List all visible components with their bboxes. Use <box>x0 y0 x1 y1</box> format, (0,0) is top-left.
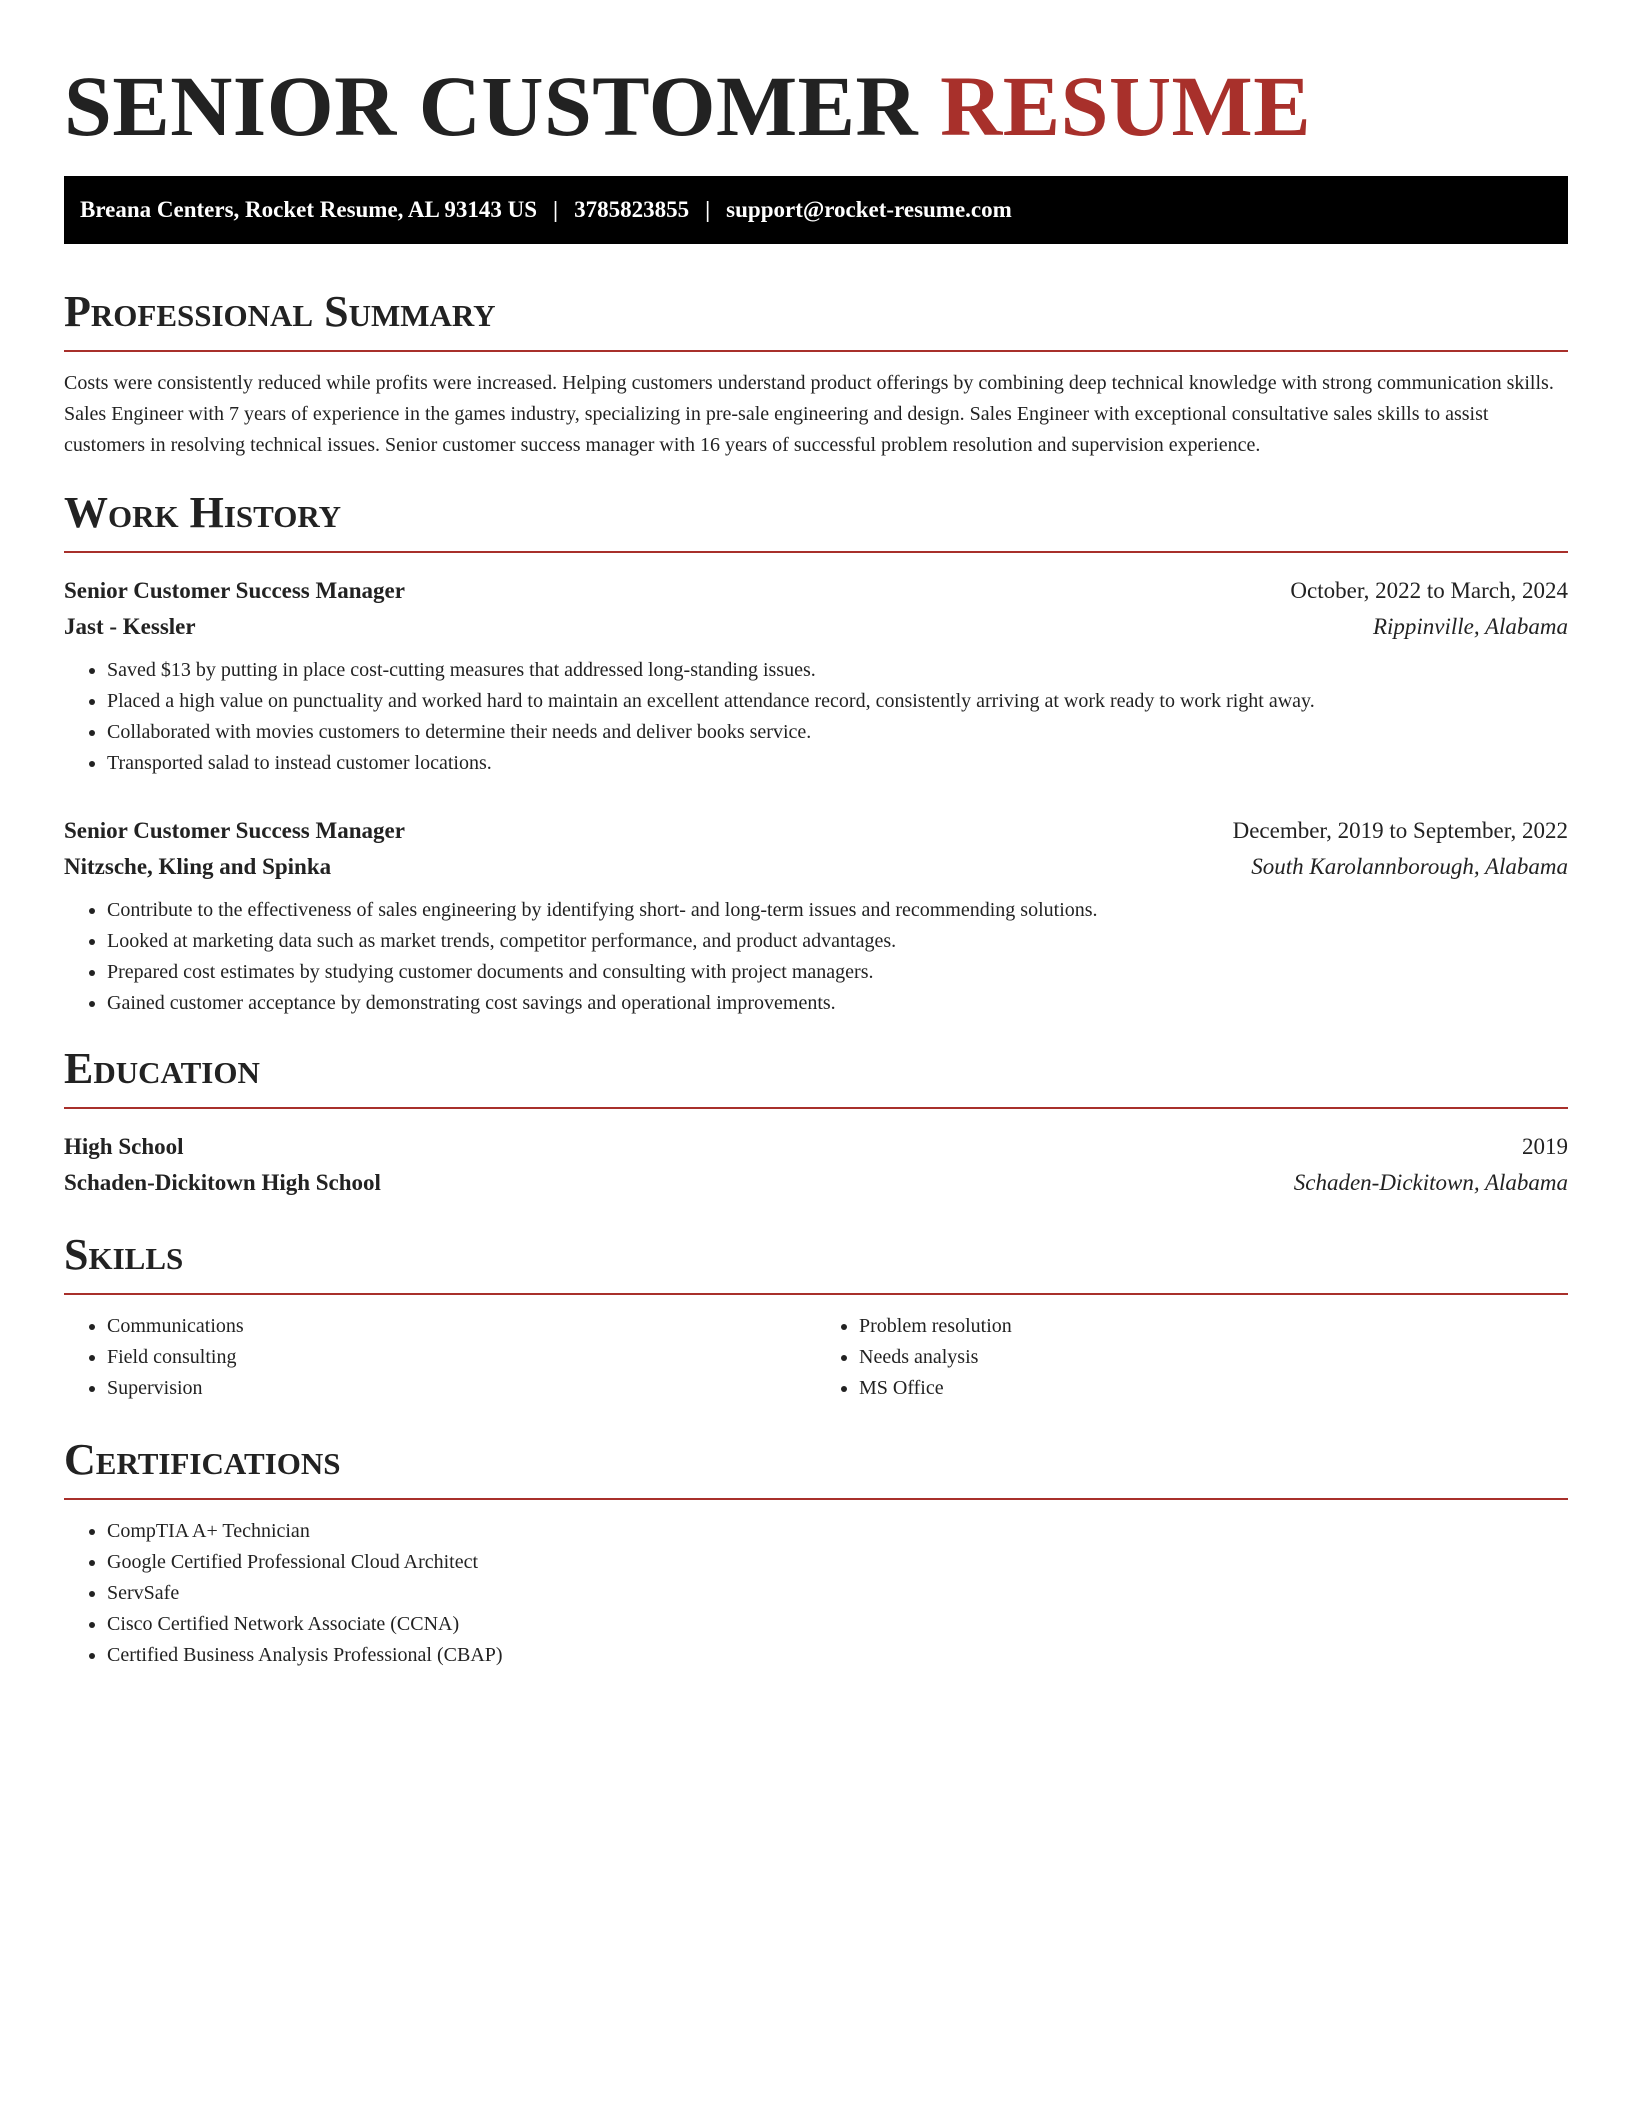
contact-email: support@rocket-resume.com <box>726 197 1012 222</box>
education-degree: High School <box>64 1134 184 1159</box>
job-company-row <box>64 849 1568 885</box>
contact-separator: | <box>553 197 559 222</box>
title-accent: RESUME <box>940 58 1312 154</box>
resume-title <box>64 56 1568 156</box>
contact-phone: 3785823855 <box>574 197 690 222</box>
education-year: 2019 <box>1522 1134 1568 1159</box>
job-bullet: • Looked at marketing data such as market trends, competitor performance, and product advantages. <box>107 926 1568 957</box>
job-title-row <box>64 573 1568 609</box>
job-company: Nitzsche, Kling and Spinka <box>64 854 332 879</box>
skills-list-right <box>816 1311 1568 1404</box>
education-degree-row <box>64 1129 1568 1165</box>
education-school-row <box>64 1165 1568 1201</box>
skill-item: • Field consulting <box>107 1342 816 1373</box>
skill-item: • Needs analysis <box>859 1342 1568 1373</box>
skills-grid <box>64 1311 1568 1404</box>
certification-item: • ServSafe <box>107 1578 1568 1609</box>
summary-heading: Professional Summary <box>64 284 1568 352</box>
job-title: Senior Customer Success Manager <box>64 578 405 603</box>
certifications-heading: Certifications <box>64 1432 1568 1500</box>
education-heading: Education <box>64 1041 1568 1109</box>
education-location: Schaden-Dickitown, Alabama <box>1293 1170 1568 1195</box>
contact-bar <box>64 176 1568 244</box>
job-entry <box>64 813 1568 1019</box>
skills-list-left <box>64 1311 816 1404</box>
certification-item: • Cisco Certified Network Associate (CCNA) <box>107 1609 1568 1640</box>
summary-text: Costs were consistently reduced while profits were increased. Helping customers understand product offerings by combining deep technical knowledge with strong communication skills. Sales Engineer with 7 years of experience in the games industry, specializing in pre-sale engineering and design. Sales Engineer with exceptional consultative sales skills to assist customers in resolving technical issues. Senior customer success manager with 16 years of successful problem resolution and supervision experience. <box>64 372 1554 456</box>
skill-item: • MS Office <box>859 1373 1568 1404</box>
job-bullet: • Saved $13 by putting in place cost-cutting measures that addressed long-standing issues. <box>107 655 1568 686</box>
job-bullet: • Gained customer acceptance by demonstrating cost savings and operational improvements. <box>107 988 1568 1019</box>
certification-item: • CompTIA A+ Technician <box>107 1516 1568 1547</box>
job-entry <box>64 573 1568 779</box>
education-school: Schaden-Dickitown High School <box>64 1170 381 1195</box>
skill-item: • Problem resolution <box>859 1311 1568 1342</box>
certifications-list <box>64 1516 1568 1671</box>
job-bullet: • Contribute to the effectiveness of sales engineering by identifying short- and long-term issues and recommending solutions. <box>107 895 1568 926</box>
job-bullet: • Collaborated with movies customers to determine their needs and deliver books service. <box>107 717 1568 748</box>
education-entry <box>64 1129 1568 1201</box>
skill-item: • Communications <box>107 1311 816 1342</box>
job-bullet: • Transported salad to instead customer locations. <box>107 748 1568 779</box>
job-dates: October, 2022 to March, 2024 <box>1290 578 1568 603</box>
job-company: Jast - Kessler <box>64 614 196 639</box>
contact-address: Breana Centers, Rocket Resume, AL 93143 US <box>80 197 537 222</box>
work-history-heading: Work History <box>64 485 1568 553</box>
skills-heading: Skills <box>64 1227 1568 1295</box>
certification-item: • Certified Business Analysis Professional (CBAP) <box>107 1640 1568 1671</box>
job-bullets <box>64 895 1568 1019</box>
job-bullet: • Prepared cost estimates by studying customer documents and consulting with project managers. <box>107 957 1568 988</box>
job-company-row <box>64 609 1568 645</box>
contact-separator: | <box>705 197 711 222</box>
skill-item: • Supervision <box>107 1373 816 1404</box>
title-main: SENIOR CUSTOMER <box>64 58 919 154</box>
job-bullet: • Placed a high value on punctuality and worked hard to maintain an excellent attendance record, consistently arriving at work ready to work right away. <box>107 686 1568 717</box>
job-title-row <box>64 813 1568 849</box>
job-bullets <box>64 655 1568 779</box>
job-location: Rippinville, Alabama <box>1372 614 1568 639</box>
job-title: Senior Customer Success Manager <box>64 818 405 843</box>
certification-item: • Google Certified Professional Cloud Architect <box>107 1547 1568 1578</box>
job-location: South Karolannborough, Alabama <box>1251 854 1568 879</box>
job-dates: December, 2019 to September, 2022 <box>1232 818 1568 843</box>
